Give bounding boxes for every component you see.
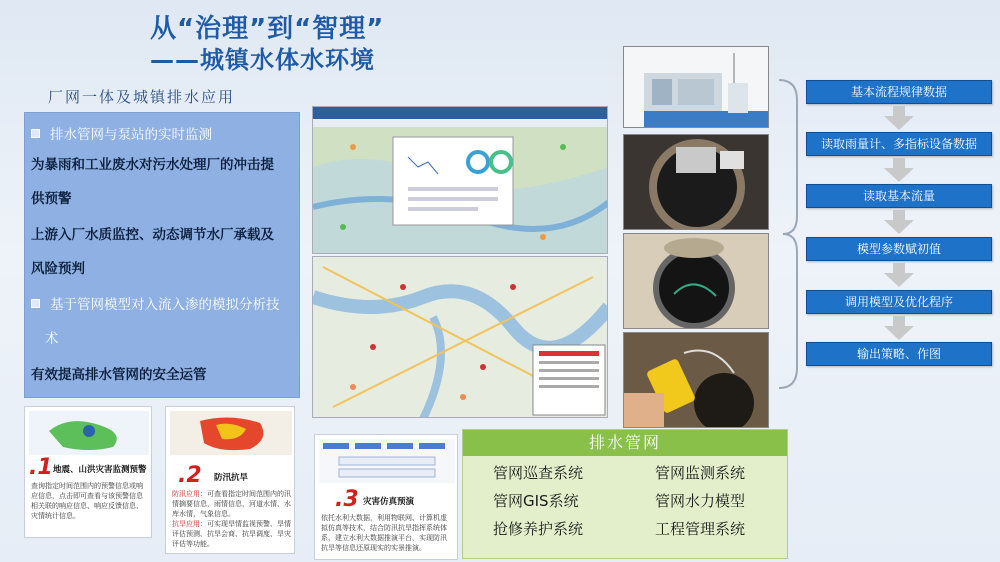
system-item: 工程管理系统 — [655, 520, 746, 538]
card-number: .3 — [335, 487, 359, 512]
photo-manhole-1 — [623, 134, 769, 230]
flow-step-6: 输出策略、作图 — [806, 342, 992, 366]
system-item: 管网GIS系统 — [493, 492, 579, 510]
card-description: 查询指定时间范围内的预警信息或响应信息，点击即可查看与该预警信息相关联的响应信息、响应反馈信息、灾情统计信息。 — [31, 482, 143, 520]
feature-card-1 — [24, 406, 152, 538]
panel-row-1 — [31, 123, 299, 143]
flow-step-5: 调用模型及优化程序 — [806, 290, 992, 314]
map-image-top — [313, 107, 608, 254]
system-item: 管网巡查系统 — [493, 464, 584, 482]
flow-step-2: 读取雨量计、多指标设备数据 — [806, 132, 992, 156]
card-title: 灾害仿真预演 — [363, 497, 415, 507]
down-arrow-icon — [884, 316, 914, 340]
panel-row-7: 术 — [45, 331, 59, 347]
title-line1: 从“治理”到“智理” — [150, 14, 385, 44]
systems-title: 排水管网 — [463, 430, 787, 456]
card-thumbnail-1 — [29, 411, 149, 455]
card-title: 防汛抗旱 — [214, 473, 249, 483]
card-title: 地震、山洪灾害监测预警 — [53, 465, 147, 475]
label-flood: 防汛应用： — [172, 490, 207, 498]
section-subtitle: 厂网一体及城镇排水应用 — [48, 88, 236, 106]
field-device-photo — [624, 333, 769, 428]
map-image-bottom — [313, 257, 608, 418]
panel-row-3: 供预警 — [31, 191, 72, 207]
text-flood: 可查看指定时间范围内的汛情摘要信息，雨情信息，河道水情、水库水情，气象信息。 — [172, 490, 291, 518]
text-drought: 可实现旱情监视预警、旱情评估预测、抗旱会商、抗旱调度、旱灾评估等功能。 — [172, 520, 291, 548]
bracket-decoration — [775, 76, 801, 392]
down-arrow-icon — [884, 263, 914, 287]
down-arrow-icon — [884, 210, 914, 234]
photo-field-device — [623, 332, 769, 428]
down-arrow-icon — [884, 158, 914, 182]
flow-step-1: 基本流程规律数据 — [806, 80, 992, 104]
panel-row-5: 风险预判 — [31, 261, 85, 277]
system-item: 管网水力模型 — [655, 492, 746, 510]
feature-card-3 — [314, 434, 458, 560]
square-bullet-icon — [31, 299, 40, 308]
photo-monitoring-station — [623, 46, 769, 128]
card-description — [172, 489, 292, 549]
left-panel — [24, 112, 300, 398]
card-description: 依托水利大数据，利用物联网、计算机虚拟仿真等技术，结合防汛抗旱指挥系统体系，建立水利大数据推演平台，实现防汛抗旱等信息还原现实的实景推演。 — [321, 514, 447, 552]
card-thumbnail-3 — [319, 439, 455, 483]
system-item: 管网监测系统 — [655, 464, 746, 482]
feature-card-2 — [165, 406, 295, 554]
row-text: 排水管网与泵站的实时监测 — [50, 127, 212, 143]
panel-row-8: 有效提高排水管网的安全运管 — [31, 367, 207, 383]
card-thumbnail-2 — [170, 411, 292, 455]
card-number: .1 — [29, 455, 53, 480]
panel-row-2: 为暴雨和工业废水对污水处理厂的冲击提 — [31, 157, 274, 173]
drainage-systems-panel — [462, 429, 788, 559]
panel-row-6 — [31, 293, 299, 313]
flow-step-3: 读取基本流量 — [806, 184, 992, 208]
title-line2: ——城镇水体水环境 — [150, 46, 375, 74]
manhole-photo-2 — [624, 234, 769, 329]
row-text: 基于管网模型对入流入渗的模拟分析技 — [50, 297, 280, 313]
panel-row-4: 上游入厂水质监控、动态调节水厂承载及 — [31, 227, 274, 243]
flow-step-4: 模型参数赋初值 — [806, 237, 992, 261]
map-screenshot-top — [312, 106, 608, 254]
manhole-photo-1 — [624, 135, 769, 230]
system-item: 抢修养护系统 — [493, 520, 584, 538]
card-number: .2 — [178, 463, 202, 488]
photo-manhole-2 — [623, 233, 769, 329]
down-arrow-icon — [884, 106, 914, 130]
label-drought: 抗旱应用： — [172, 520, 207, 528]
map-screenshot-bottom — [312, 256, 608, 418]
square-bullet-icon — [31, 129, 40, 138]
station-illustration — [624, 47, 769, 128]
